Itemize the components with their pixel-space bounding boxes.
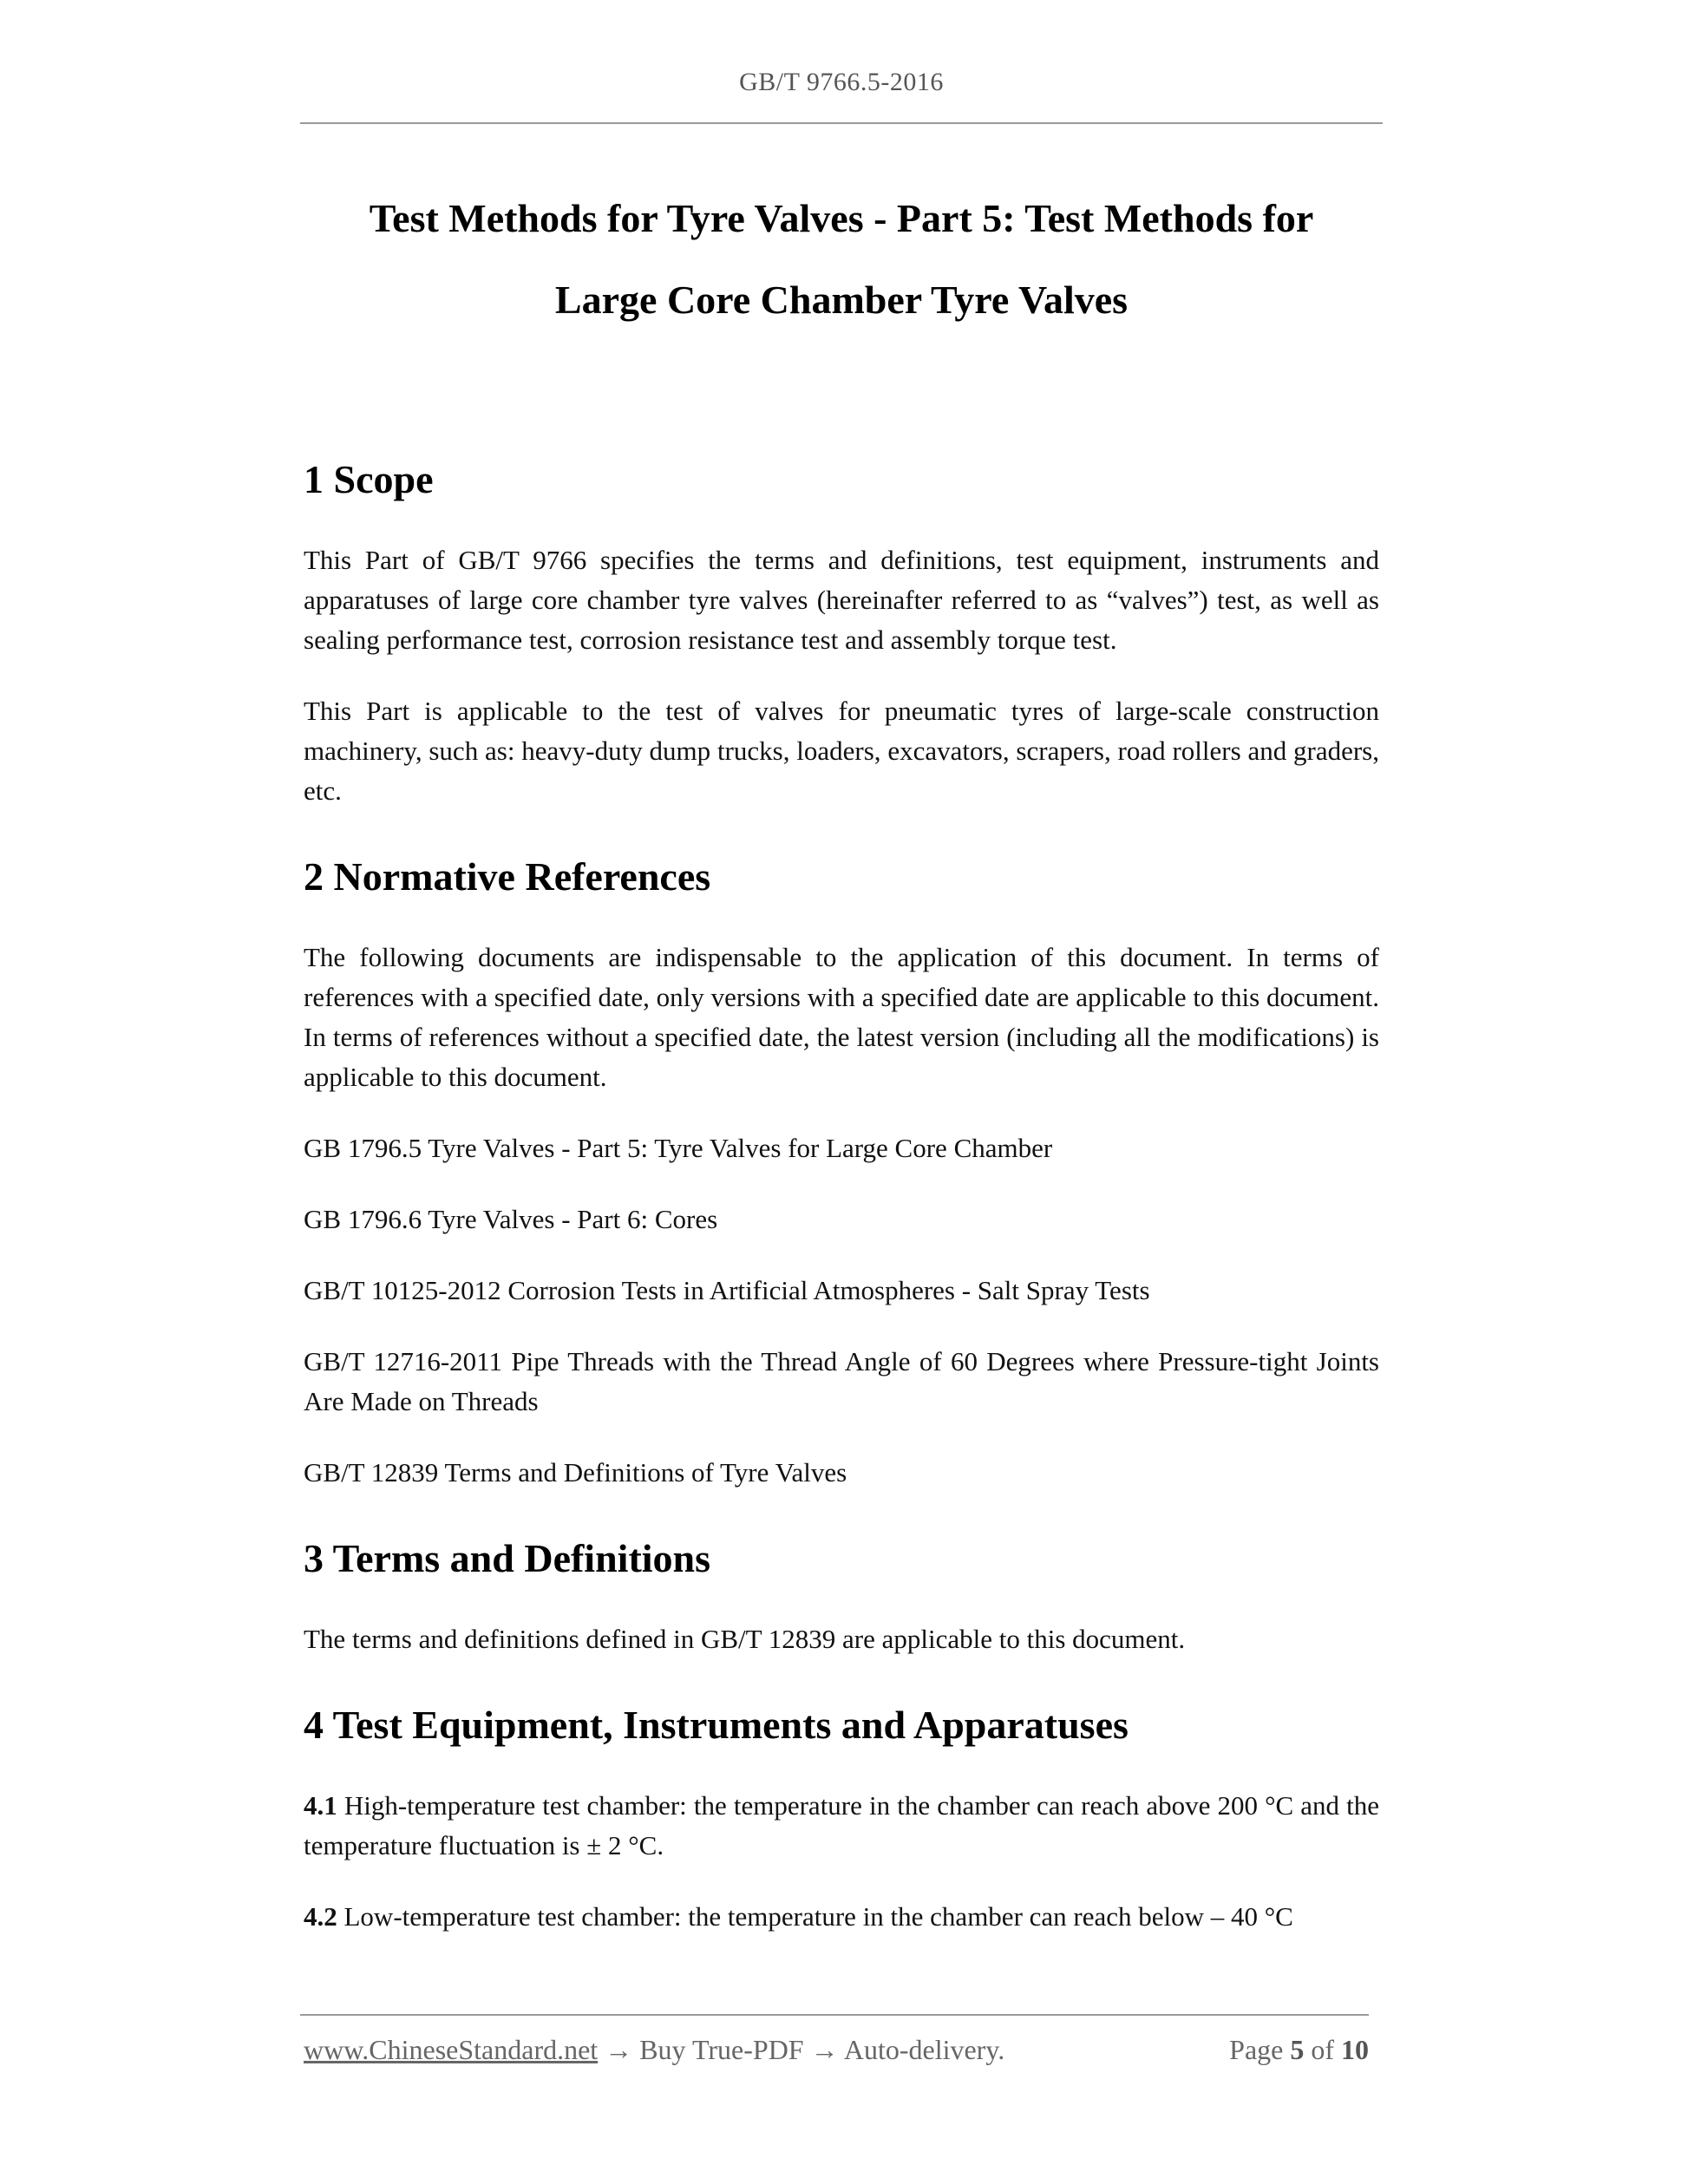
header-divider [300,122,1383,124]
clause-4-2 [304,1897,1379,1937]
section-heading-test-equipment: 4 Test Equipment, Instruments and Apparatuses [304,1703,1129,1747]
of-word: of [1311,2034,1334,2065]
page-header-standard-code: GB/T 9766.5-2016 [739,68,944,96]
document-title-line-2: Large Core Chamber Tyre Valves [554,278,1129,322]
references-intro-paragraph: The following documents are indispensable to the application of this document. In terms of references with a specified date, only versions with a specified date are applicable to this document. In terms of references without a specified date, the latest version (including all the modifications) is applicable to this document. [304,942,1379,1092]
section-heading-terms-and-definitions: 3 Terms and Definitions [304,1536,711,1580]
clause-number: 4.1 [304,1790,337,1821]
reference-item: GB/T 12839 Terms and Definitions of Tyre Valves [304,1457,847,1488]
page-indicator [1229,2034,1369,2066]
footer-promo [304,2034,1004,2066]
section-terms-and-definitions [304,1533,1379,1659]
clause-text: Low-temperature test chamber: the temperature in the chamber can reach below – 40 °C [337,1901,1293,1932]
reference-item: GB 1796.5 Tyre Valves - Part 5: Tyre Valves for Large Core Chamber [304,1133,1053,1163]
page-word: Page [1229,2034,1284,2065]
reference-item: GB 1796.6 Tyre Valves - Part 6: Cores [304,1204,718,1234]
clause-number: 4.2 [304,1901,337,1932]
footer-promo-text: → Buy True-PDF → Auto-delivery. [598,2034,1005,2065]
clause-4-1 [304,1786,1379,1866]
document-body [304,178,1379,1937]
total-page-count: 10 [1341,2034,1369,2065]
clause-text: High-temperature test chamber: the temperature in the chamber can reach above 200 °C and the temperature fluctuation is ± 2 °C. [304,1790,1379,1860]
scope-paragraph-2: This Part is applicable to the test of valves for pneumatic tyres of large-scale construction machinery, such as: heavy-duty dump trucks, loaders, excavators, scrapers, road rollers and graders, etc. [304,696,1379,806]
document-title-line-1: Test Methods for Tyre Valves - Part 5: Test Methods for [369,196,1314,240]
terms-paragraph: The terms and definitions defined in GB/T 12839 are applicable to this document. [304,1624,1186,1654]
footer-divider [300,2014,1369,2016]
section-heading-scope: 1 Scope [304,457,434,501]
section-test-equipment [304,1699,1379,1937]
reference-item: GB/T 10125-2012 Corrosion Tests in Artificial Atmospheres - Salt Spray Tests [304,1275,1150,1305]
document-title [304,178,1379,341]
section-scope [304,454,1379,811]
section-heading-normative-references: 2 Normative References [304,854,711,899]
section-normative-references [304,851,1379,1493]
chinese-standard-link[interactable]: www.ChineseStandard.net [304,2034,599,2065]
reference-item: GB/T 12716-2011 Pipe Threads with the Thread Angle of 60 Degrees where Pressure-tight Joints Are Made on Threads [304,1346,1379,1416]
scope-paragraph-1: This Part of GB/T 9766 specifies the terms and definitions, test equipment, instruments and apparatuses of large core chamber tyre valves (hereinafter referred to as “valves”) test, as well as sealing performance test, corrosion resistance test and assembly torque test. [304,545,1379,655]
current-page-number: 5 [1290,2034,1305,2065]
